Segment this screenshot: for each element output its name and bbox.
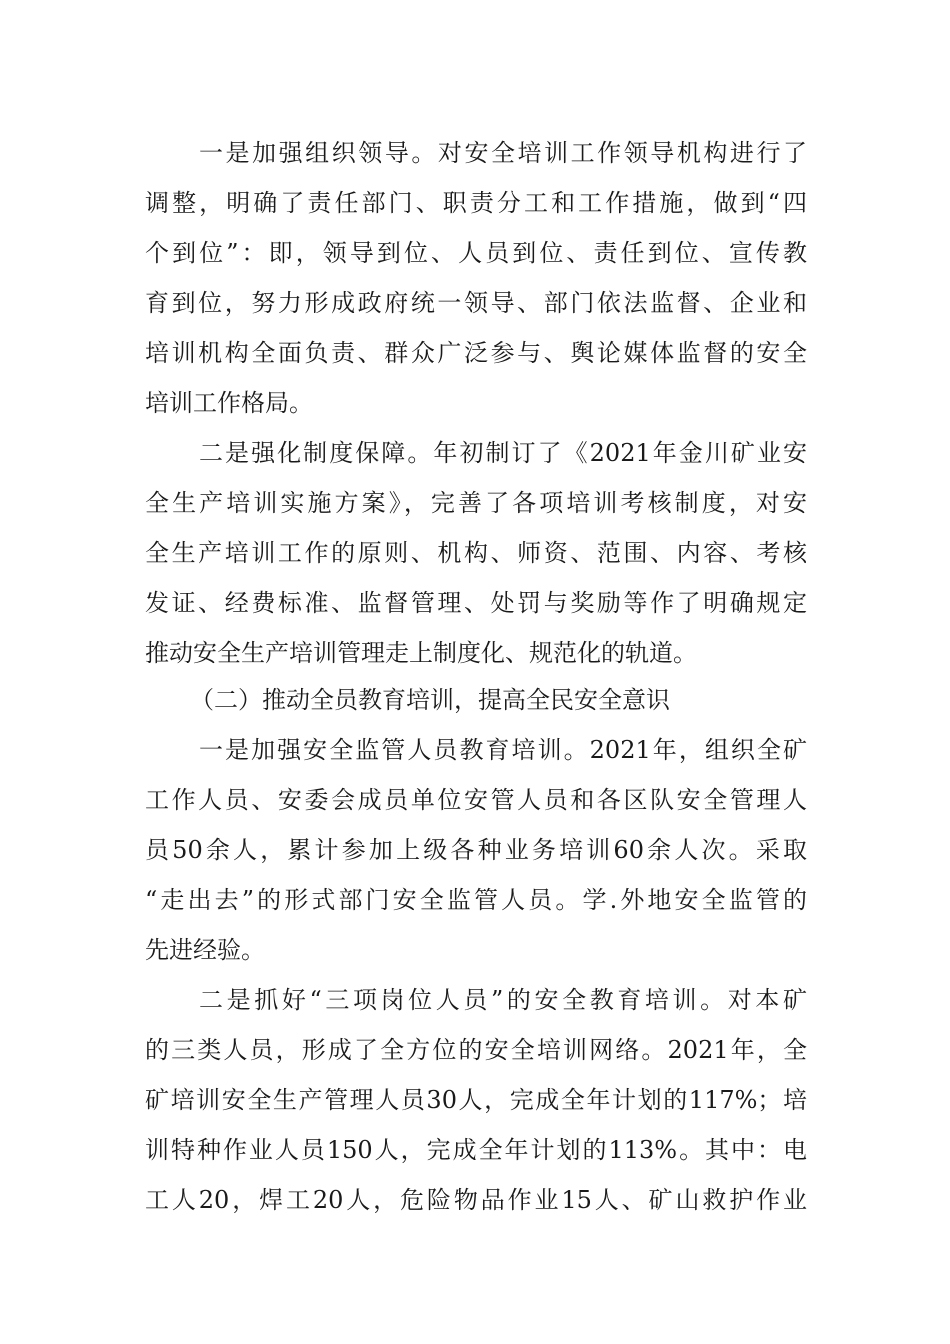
paragraph-4-line-1: 二是抓好“三项岗位人员”的安全教育培训。对本矿 [199,986,807,1014]
paragraph-2-line-2: 全生产培训实施方案》，完善了各项培训考核制度，对安 [145,489,807,517]
paragraph-4-line-2: 的三类人员，形成了全方位的安全培训网络。2021年，全 [145,1036,807,1064]
paragraph-1-line-2: 调整，明确了责任部门、职责分工和工作措施，做到“四 [145,189,807,217]
paragraph-1-line-6: 培训工作格局。 [145,389,313,417]
paragraph-3-line-3: 员50余人，累计参加上级各种业务培训60余人次。采取 [145,836,807,864]
paragraph-3-line-2: 工作人员、安委会成员单位安管人员和各区队安全管理人 [145,786,807,814]
paragraph-3-line-1: 一是加强安全监管人员教育培训。2021年，组织全矿 [199,736,807,764]
paragraph-2-line-3: 全生产培训工作的原则、机构、师资、范围、内容、考核 [145,539,807,567]
paragraph-1-line-3: 个到位”：即，领导到位、人员到位、责任到位、宣传教 [145,239,807,267]
section-heading: （二）推动全员教育培训，提高全民安全意识 [190,686,670,714]
paragraph-1-line-1: 一是加强组织领导。对安全培训工作领导机构进行了 [199,139,807,167]
paragraph-2-line-4: 发证、经费标准、监督管理、处罚与奖励等作了明确规定 [145,589,807,617]
paragraph-1-line-5: 培训机构全面负责、群众广泛参与、舆论媒体监督的安全 [145,339,807,367]
paragraph-4-line-3: 矿培训安全生产管理人员30人，完成全年计划的117%；培 [145,1086,807,1114]
paragraph-2-line-1: 二是强化制度保障。年初制订了《2021年金川矿业安 [199,439,807,467]
paragraph-4-line-5: 工人20，焊工20人，危险物品作业15人、矿山救护作业 [145,1186,807,1214]
paragraph-2-line-5: 推动安全生产培训管理走上制度化、规范化的轨道。 [145,639,697,667]
paragraph-3-line-5: 先进经验。 [145,936,265,964]
paragraph-1-line-4: 育到位，努力形成政府统一领导、部门依法监督、企业和 [145,289,807,317]
paragraph-4-line-4: 训特种作业人员150人，完成全年计划的113%。其中：电 [145,1136,807,1164]
paragraph-3-line-4: “走出去”的形式部门安全监管人员。学.外地安全监管的 [145,886,807,914]
